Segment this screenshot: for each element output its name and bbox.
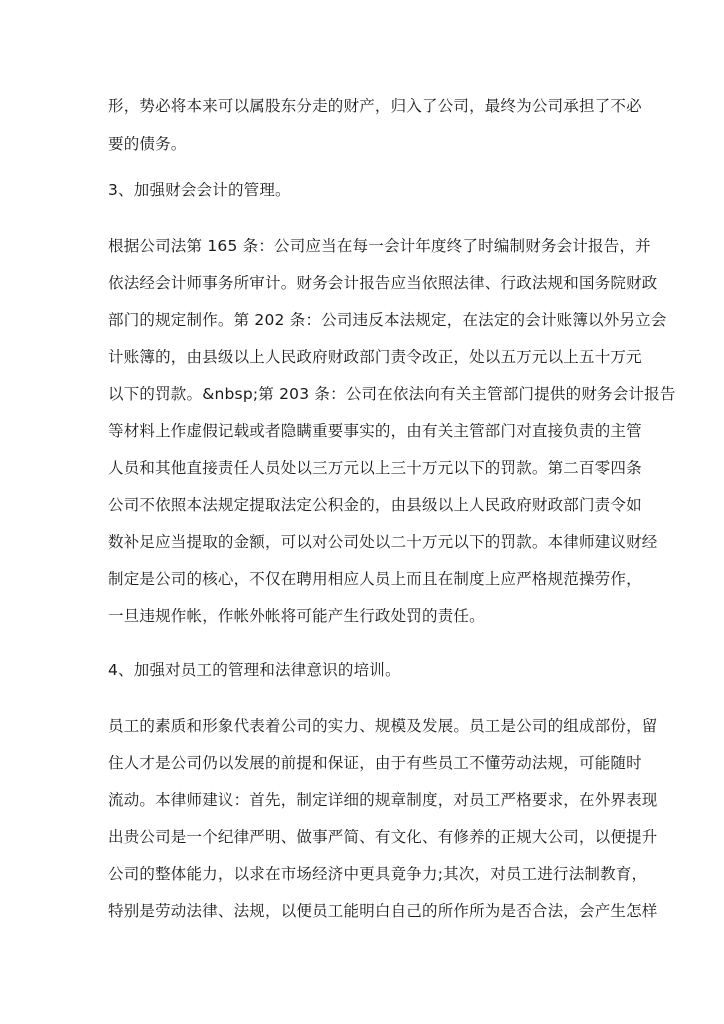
text-line: 计账簿的，由县级以上人民政府财政部门责令改正，处以五万元以上五十万元 [108,348,642,366]
text-line: 出贵公司是一个纪律严明、做事严简、有文化、有修养的正规大公司，以便提升 [108,828,658,846]
text-line: 一旦违规作帐，作帐外帐将可能产生行政处罚的责任。 [108,607,485,625]
text-line: 公司的整体能力，以求在市场经济中更具竟争力;其次，对员工进行法制教育， [108,865,648,883]
section-heading: 3、加强财会会计的管理。 [108,181,291,199]
text-line: 等材料上作虚假记载或者隐瞒重要事实的，由有关主管部门对直接负责的主管 [108,422,642,440]
text-line: 数补足应当提取的金额，可以对公司处以二十万元以下的罚款。本律师建议财经 [108,533,658,551]
text-line: 公司不依照本法规定提取法定公积金的，由县级以上人民政府财政部门责令如 [108,496,642,514]
text-line: 要的债务。 [108,135,187,153]
text-line: 形，势必将本来可以属股东分走的财产，归入了公司，最终为公司承担了不必 [108,97,642,115]
text-line: 特别是劳动法律、法规，以便员工能明白自己的所作所为是否合法，会产生怎样 [108,902,658,920]
text-line: 流动。本律师建议：首先，制定详细的规章制度，对员工严格要求，在外界表现 [108,791,658,809]
section-heading: 4、加强对员工的管理和法律意识的培训。 [108,661,401,679]
text-line: 制定是公司的核心，不仅在聘用相应人员上而且在制度上应严格规范操劳作， [108,570,642,588]
text-line: 人员和其他直接责任人员处以三万元以上三十万元以下的罚款。第二百零四条 [108,459,642,477]
text-line: 根据公司法第 165 条：公司应当在每一会计年度终了时编制财务会计报告，并 [108,237,651,255]
text-line: 部门的规定制作。第 202 条：公司违反本法规定，在法定的会计账簿以外另立会 [108,311,667,329]
text-line: 依法经会计师事务所审计。财务会计报告应当依照法律、行政法规和国务院财政 [108,274,658,292]
text-line: 住人才是公司仍以发展的前提和保证，由于有些员工不懂劳动法规，可能随时 [108,754,642,772]
text-line: 以下的罚款。&nbsp;第 203 条：公司在依法向有关主管部门提供的财务会计报告 [108,385,676,403]
text-line: 员工的素质和形象代表着公司的实力、规模及发展。员工是公司的组成部份，留 [108,717,658,735]
